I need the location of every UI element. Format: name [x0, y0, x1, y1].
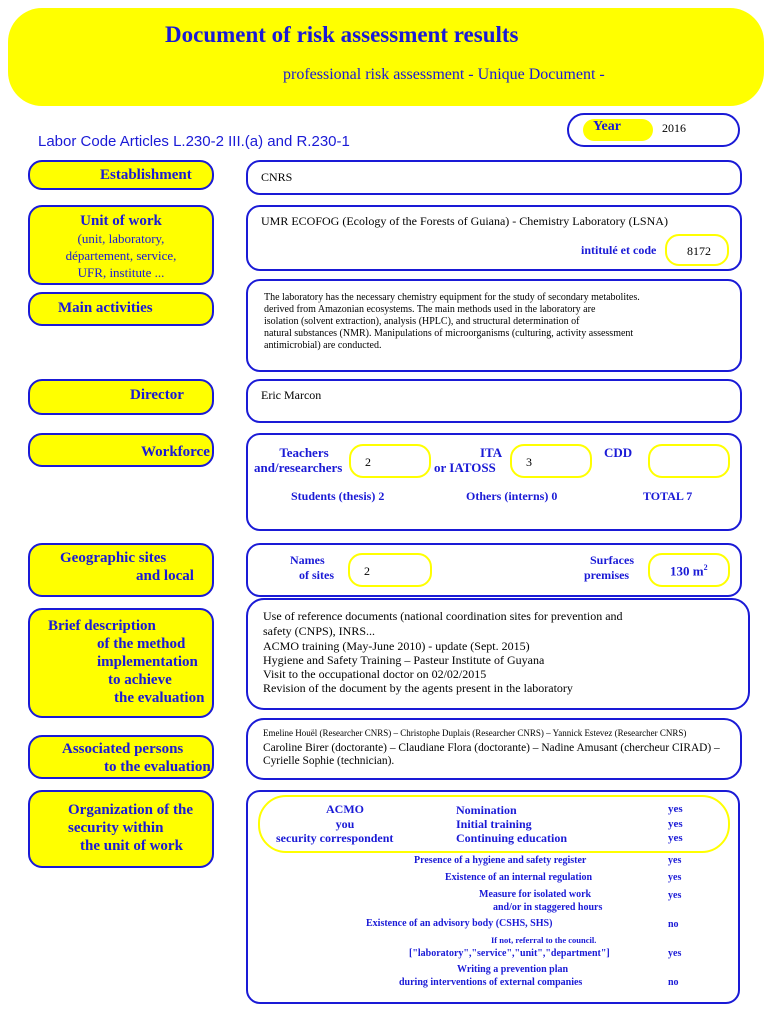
main-activities-line-4: natural substances (NMR). Manipulations of microorganisms (culturing, activity assessment: [264, 328, 634, 339]
acmo-label-2: you: [335, 817, 355, 831]
unit-of-work-label: Unit of work: [80, 213, 162, 229]
students-count: Students (thesis) 2: [291, 489, 385, 503]
teachers-value: 2: [365, 455, 371, 469]
continuing-education-value: yes: [668, 832, 683, 844]
associated-persons-line-3: Cyrielle Sophie (technician).: [263, 755, 395, 767]
brief-description-label-box: [28, 608, 214, 718]
internal-regulation-value: yes: [668, 872, 682, 883]
ita-label-2: or IATOSS: [434, 460, 496, 475]
brief-description-label-2: of the method: [97, 636, 186, 652]
unit-of-work-value: UMR ECOFOG (Ecology of the Forests of Guiana) - Chemistry Laboratory (LSNA): [261, 214, 668, 228]
brief-description-label-4: to achieve: [108, 672, 172, 688]
prevention-plan-value: no: [668, 977, 679, 988]
director-value: Eric Marcon: [261, 388, 322, 402]
surfaces-label-1: Surfaces: [590, 553, 634, 567]
site-names-label-1: Names: [290, 553, 325, 567]
teachers-label-2: and/researchers: [254, 460, 343, 475]
main-activities-value-box: [246, 279, 742, 372]
main-activities-line-3: isolation (solvent extraction), analysis (HPLC), and structural determination of: [264, 316, 580, 327]
nomination-value: yes: [668, 803, 683, 815]
main-activities-label-box: [28, 292, 214, 326]
cdd-value-box: [648, 444, 730, 478]
page-title: Document of risk assessment results: [165, 22, 519, 47]
internal-regulation-label: Existence of an internal regulation: [445, 872, 593, 883]
director-label-box: [28, 379, 214, 415]
initial-training-label: Initial training: [456, 817, 532, 831]
associated-persons-line-1: Emeline Houël (Researcher CNRS) – Christophe Duplais (Researcher CNRS) – Yannick Estevez (Researcher CNRS): [263, 728, 687, 738]
brief-description-line-6: Revision of the document by the agents present in the laboratory: [263, 681, 573, 695]
brief-description-line-1: Use of reference documents (national coordination sites for prevention and: [263, 609, 623, 623]
associated-persons-label-1: Associated persons: [62, 741, 184, 757]
advisory-body-value: no: [668, 919, 679, 930]
site-names-value-box: [348, 553, 432, 587]
unit-code-value-box: [665, 234, 729, 266]
prevention-plan-label-1: Writing a prevention plan: [457, 964, 569, 975]
isolated-work-value: yes: [668, 890, 682, 901]
unit-of-work-sub1: (unit, laboratory,: [77, 231, 165, 246]
brief-description-label-1: Brief description: [48, 618, 156, 634]
geographic-label-1: Geographic sites: [60, 550, 167, 566]
organization-label-3: the unit of work: [80, 838, 183, 854]
advisory-body-label: Existence of an advisory body (CSHS, SHS): [366, 918, 553, 929]
ita-value-box: [510, 444, 592, 478]
continuing-education-label: Continuing education: [456, 831, 568, 845]
workforce-label-box: [28, 433, 214, 467]
unit-code-value: 8172: [687, 244, 711, 258]
site-names-label-2: of sites: [299, 568, 334, 582]
page-subtitle: professional risk assessment - Unique Document -: [283, 66, 605, 83]
brief-description-line-2: safety (CNPS), INRS...: [263, 624, 376, 638]
initial-training-value: yes: [668, 818, 683, 830]
labor-code: Labor Code Articles L.230-2 III.(a) and R.230-1: [38, 133, 350, 150]
main-activities-line-5: antimicrobial) are conducted.: [264, 340, 382, 351]
brief-description-label-5: the evaluation: [114, 690, 205, 706]
geographic-label-2: and local: [136, 568, 194, 584]
director-label: Director: [130, 387, 184, 403]
ita-label-1: ITA: [480, 445, 503, 460]
referral-label-2: ["laboratory","service","unit","department"]: [409, 948, 610, 959]
establishment-value: CNRS: [261, 170, 293, 184]
establishment-label-box: [28, 160, 214, 190]
organization-label-1: Organization of the: [68, 802, 193, 818]
referral-value: yes: [668, 948, 682, 959]
organization-label-box: [28, 790, 214, 868]
others-count: Others (interns) 0: [466, 489, 558, 503]
acmo-label-3: security correspondent: [276, 831, 394, 845]
main-activities-line-1: The laboratory has the necessary chemistry equipment for the study of secondary metabolites.: [264, 292, 640, 303]
prevention-plan-label-2: during interventions of external companies: [399, 977, 583, 988]
isolated-work-label-2: and/or in staggered hours: [493, 902, 603, 913]
teachers-label-1: Teachers: [279, 445, 329, 460]
unit-of-work-sub2: département, service,: [65, 248, 177, 263]
geographic-label-box: [28, 543, 214, 597]
establishment-value-box: [246, 160, 742, 195]
organization-label-2: security within: [68, 820, 164, 836]
unit-of-work-label-box: [28, 205, 214, 285]
surfaces-unit-exponent: 2: [703, 563, 708, 572]
associated-persons-label-2: to the evaluation: [104, 759, 211, 775]
surfaces-value-box: [648, 553, 730, 587]
brief-description-line-4: Hygiene and Safety Training – Pasteur Institute of Guyana: [263, 653, 545, 667]
total-count: TOTAL 7: [643, 489, 693, 503]
year-value: 2016: [662, 121, 686, 135]
surfaces-label-2: premises: [584, 568, 630, 582]
brief-description-box: [246, 598, 750, 710]
brief-description-line-5: Visit to the occupational doctor on 02/02/2015: [263, 667, 487, 681]
main-activities-line-2: derived from Amazonian ecosystems. The main methods used in the laboratory are: [264, 304, 596, 315]
brief-description-label-3: implementation: [97, 654, 198, 670]
brief-description-line-3: ACMO training (May-June 2010) - update (Sept. 2015): [263, 639, 530, 653]
unit-code-label: intitulé et code: [581, 243, 657, 257]
site-names-value: 2: [364, 564, 370, 578]
nomination-label: Nomination: [456, 803, 517, 817]
acmo-label-1: ACMO: [326, 802, 364, 816]
register-label: Presence of a hygiene and safety register: [414, 855, 587, 866]
register-value: yes: [668, 855, 682, 866]
workforce-label: Workforce: [141, 444, 210, 460]
associated-persons-box: [246, 718, 742, 780]
director-value-box: [246, 379, 742, 423]
associated-persons-line-2: Caroline Birer (doctorante) – Claudiane Flora (doctorante) – Nadine Amusant (chercheur CIRAD) –: [263, 742, 720, 754]
establishment-label: Establishment: [100, 167, 192, 183]
surfaces-value: 130 m: [670, 563, 704, 579]
year-label: Year: [593, 119, 621, 134]
main-activities-label: Main activities: [58, 300, 153, 316]
associated-persons-label-box: [28, 735, 214, 779]
unit-of-work-sub3: UFR, institute ...: [77, 265, 165, 280]
referral-label-1: If not, referral to the council.: [491, 935, 597, 945]
ita-value: 3: [526, 455, 532, 469]
isolated-work-label-1: Measure for isolated work: [479, 889, 592, 900]
teachers-value-box: [349, 444, 431, 478]
cdd-label: CDD: [604, 445, 633, 460]
